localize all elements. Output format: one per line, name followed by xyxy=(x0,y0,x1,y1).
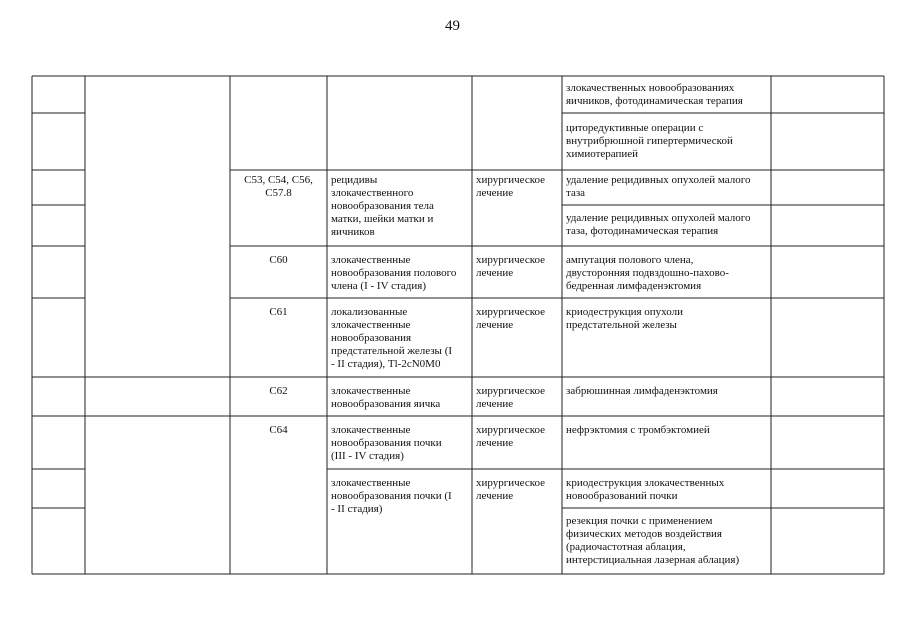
method-cell: циторедуктивные операции с внутрибрюшной гипертермической химиотерапией xyxy=(566,122,733,160)
diagnosis-code-cell: C53, C54, C56, C57.8 xyxy=(244,174,313,199)
diagnosis-code-cell: C61 xyxy=(269,306,288,318)
diagnosis-cell: рецидивы злокачественного новообразования тела матки, шейки матки и яичников xyxy=(331,174,434,238)
method-cell: криодеструкция опухоли предстательной железы xyxy=(566,306,683,331)
diagnosis-cell: злокачественные новообразования почки (III - IV стадия) xyxy=(331,424,442,462)
diagnosis-cell: злокачественные новообразования яичка xyxy=(331,385,441,410)
method-cell: забрюшинная лимфаденэктомия xyxy=(566,385,718,397)
treatment-cell: хирургическое лечение xyxy=(476,174,546,199)
diagnosis-cell: злокачественные новообразования полового члена (I - IV стадия) xyxy=(331,254,457,292)
treatment-cell: хирургическое лечение xyxy=(476,424,546,449)
method-cell: удаление рецидивных опухолей малого таза, фотодинамическая терапия xyxy=(566,212,751,237)
diagnosis-code-cell: C62 xyxy=(269,385,288,397)
diagnosis-code-cell: C60 xyxy=(269,254,288,266)
method-cell: ампутация полового члена, двусторонняя подвздошно-пахово- бедренная лимфаденэктомия xyxy=(566,254,729,292)
method-cell: злокачественных новообразованиях яичников, фотодинамическая терапия xyxy=(566,82,743,107)
method-cell: удаление рецидивных опухолей малого таза xyxy=(566,174,751,199)
method-cell: криодеструкция злокачественных новообразований почки xyxy=(566,477,725,502)
diagnosis-cell: локализованные злокачественные новообразования предстательной железы (I - II стадия), Tl-2cN0M0 xyxy=(331,306,453,370)
method-cell: нефрэктомия с тромбэктомией xyxy=(566,424,710,436)
diagnosis-cell: злокачественные новообразования почки (I - II стадия) xyxy=(331,477,452,515)
page-number: 49 xyxy=(445,18,460,34)
diagnosis-code-cell: C64 xyxy=(269,424,288,436)
treatment-cell: хирургическое лечение xyxy=(476,254,546,279)
treatment-cell: хирургическое лечение xyxy=(476,477,546,502)
treatment-cell: хирургическое лечение xyxy=(476,385,546,410)
treatment-cell: хирургическое лечение xyxy=(476,306,546,331)
method-cell: резекция почки с применением физических методов воздействия (радиочастотная аблация, интерстициальная лазерная аблация) xyxy=(566,515,740,566)
